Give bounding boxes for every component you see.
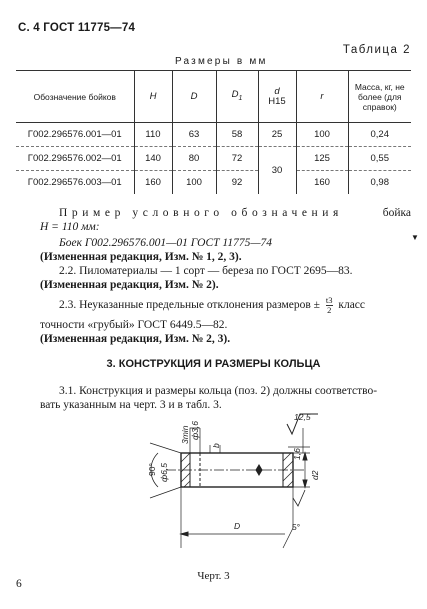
example-line-1 (59, 206, 411, 220)
cell-d-bore-merged: 30 (258, 147, 296, 195)
cell-d1: 92 (216, 171, 258, 195)
label-3-6: ф3,6 (190, 421, 200, 440)
example-designation: Боек Г002.296576.001—01 ГОСТ 11775—74 (59, 237, 273, 249)
cell-mass: 0,55 (348, 147, 411, 171)
col-header-mass: Масса, кг, не более (для справок) (348, 71, 411, 123)
label-d2: d2 (310, 470, 320, 480)
col-header-d-outer: D (172, 71, 216, 123)
tolerance-fraction (326, 296, 333, 315)
cell-r: 160 (296, 171, 348, 195)
cell-r: 125 (296, 147, 348, 171)
cell-r: 100 (296, 123, 348, 147)
cell-d1: 58 (216, 123, 258, 147)
dimensions-table (16, 70, 411, 194)
table-header-row (16, 71, 411, 123)
section-title: 3. КОНСТРУКЦИЯ И РАЗМЕРЫ КОЛЬЦА (106, 358, 321, 370)
cell-name: Г002.296576.003—01 (27, 177, 122, 188)
col-header-h: H (134, 71, 172, 123)
stray-mark: ▼ (411, 233, 419, 242)
label-6-5: ф6,5 (159, 463, 169, 482)
label-3min: 3min (180, 425, 190, 444)
cell-h: 160 (134, 171, 172, 195)
col-header-name: Обозначение бойков (33, 91, 116, 102)
cell-d-bore: 25 (258, 123, 296, 147)
col-header-d-letter: d (274, 85, 280, 97)
col-header-d-tolerance: H15 (268, 95, 286, 107)
label-1-6: 1,6 (292, 448, 302, 460)
table-label: Таблица 2 (342, 44, 411, 56)
cell-name: Г002.296576.002—01 (27, 153, 122, 164)
col-header-d1 (216, 71, 258, 123)
paragraph-2-3-text: 2.3. Неуказанные предельные отклонения размеров ± (59, 299, 320, 312)
label-5deg: 5° (292, 522, 301, 532)
example-line-2: H = 110 мм: (40, 221, 100, 233)
paragraph-2-2: 2.2. Пиломатериалы — 1 сорт — береза по ГОСТ 2695—83. (59, 265, 353, 277)
col-header-r: r (296, 71, 348, 123)
edit-note-3: (Измененная редакция, Изм. № 2, 3). (40, 333, 231, 345)
table-row (16, 123, 411, 147)
example-heading-end: бойка (382, 207, 411, 219)
edit-note-2: (Измененная редакция, Изм. № 2). (40, 279, 219, 291)
cell-mass: 0,98 (348, 171, 411, 195)
label-b: b (211, 443, 221, 448)
cell-h: 110 (134, 123, 172, 147)
page-number: 6 (16, 578, 22, 590)
ring-drawing (0, 410, 427, 565)
paragraph-3-1-line-1: 3.1. Конструкция и размеры кольца (поз. 2) должны соответство- (59, 385, 378, 397)
edit-note-1: (Измененная редакция, Изм. № 1, 2, 3). (40, 251, 242, 263)
col-header-d-bore (258, 71, 296, 123)
paragraph-2-3-end: класс (338, 299, 366, 312)
page-header: С. 4 ГОСТ 11775—74 (18, 22, 136, 34)
cell-d1: 72 (216, 147, 258, 171)
cell-d-outer: 80 (172, 147, 216, 171)
example-heading: Пример условного обозначения (59, 207, 343, 219)
label-d: D (234, 521, 241, 531)
paragraph-2-3-continued: точности «грубый» ГОСТ 6449.5—82. (40, 319, 228, 331)
table-units: Размеры в мм (175, 56, 268, 67)
table-row (16, 171, 411, 195)
cell-name: Г002.296576.001—01 (27, 129, 122, 140)
fraction-bottom: 2 (327, 305, 332, 315)
cell-d-outer: 63 (172, 123, 216, 147)
cell-mass: 0,24 (348, 123, 411, 147)
col-header-d1-letter: D (231, 88, 239, 100)
label-angle: 90° (147, 463, 157, 476)
col-header-d1-sub: 1 (238, 94, 243, 102)
fraction-top: t3 (325, 295, 333, 305)
cell-d-outer: 100 (172, 171, 216, 195)
figure-caption: Черт. 3 (197, 570, 230, 582)
paragraph-3-1-line-2: вать указанным на черт. 3 и в табл. 3. (40, 399, 222, 411)
table-row (16, 147, 411, 171)
cell-h: 140 (134, 147, 172, 171)
label-roughness: 12,5 (294, 412, 311, 422)
paragraph-2-3 (59, 296, 365, 315)
